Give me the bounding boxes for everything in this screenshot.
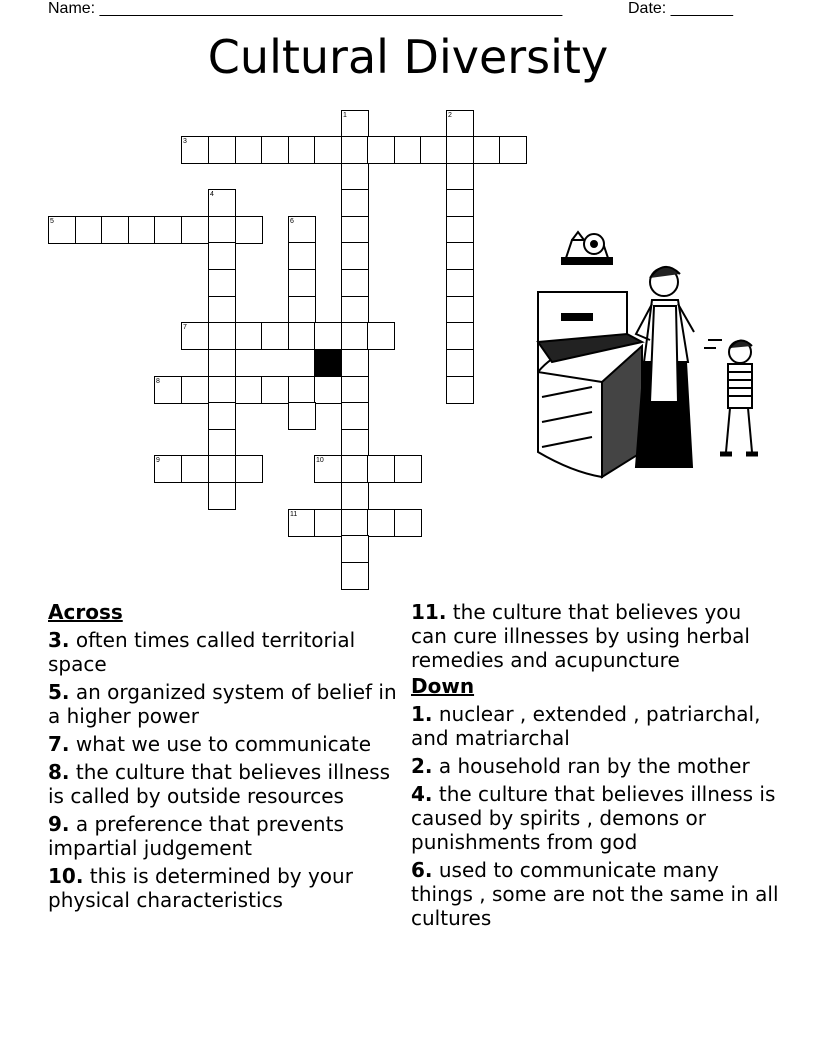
grid-cell[interactable] (154, 216, 182, 244)
grid-cell[interactable] (420, 136, 448, 164)
black-cell (314, 349, 342, 377)
grid-cell[interactable] (208, 322, 236, 350)
name-field[interactable]: Name: ____________________________________________________ (48, 0, 563, 17)
grid-cell[interactable] (341, 296, 369, 324)
grid-cell[interactable] (341, 376, 369, 404)
grid-cell[interactable] (208, 376, 236, 404)
grid-cell[interactable] (367, 455, 395, 483)
grid-cell[interactable] (75, 216, 103, 244)
grid-cell[interactable] (394, 455, 422, 483)
clue-number-label: 9 (156, 457, 160, 464)
grid-cell[interactable] (446, 349, 474, 377)
grid-cell[interactable] (446, 136, 474, 164)
sink-counter (538, 292, 642, 477)
grid-cell[interactable] (101, 216, 129, 244)
grid-cell[interactable] (235, 136, 263, 164)
grid-cell[interactable] (208, 482, 236, 510)
date-field[interactable]: Date: _______ (628, 0, 733, 17)
across-heading: Across (48, 600, 123, 624)
grid-cell[interactable] (208, 349, 236, 377)
clue-across-10: 10. this is determined by your physical characteristics (48, 864, 353, 912)
clue-down-1: 1. nuclear , extended , patriarchal, and matriarchal (411, 702, 761, 750)
woman-figure (636, 267, 694, 467)
grid-cell[interactable] (288, 376, 316, 404)
grid-cell[interactable] (208, 216, 236, 244)
grid-cell[interactable] (341, 136, 369, 164)
grid-cell[interactable] (208, 296, 236, 324)
grid-cell[interactable] (261, 376, 289, 404)
clue-across-7: 7. what we use to communicate (48, 732, 372, 756)
grid-cell[interactable] (341, 535, 369, 563)
grid-cell[interactable] (341, 509, 369, 537)
clue-number-label: 3 (183, 138, 187, 145)
clue-number-label: 6 (290, 218, 294, 225)
grid-cell[interactable] (235, 455, 263, 483)
grid-cell[interactable] (235, 322, 263, 350)
clue-number-label: 8 (156, 378, 160, 385)
clue-number-label: 5 (50, 218, 54, 225)
clue-across-11: 11. the culture that believes you can cure illnesses by using herbal remedies and acupuncture (411, 600, 750, 672)
down-heading: Down (411, 674, 475, 698)
grid-cell[interactable] (341, 455, 369, 483)
page-title: Cultural Diversity (207, 30, 609, 84)
clue-number-label: 1 (343, 112, 347, 119)
grid-cell[interactable] (208, 269, 236, 297)
grid-cell[interactable] (341, 216, 369, 244)
grid-cell[interactable] (288, 136, 316, 164)
grid-cell[interactable] (341, 269, 369, 297)
grid-cell[interactable] (261, 322, 289, 350)
grid-cell[interactable] (341, 562, 369, 590)
grid-cell[interactable] (446, 216, 474, 244)
grid-cell[interactable] (473, 136, 501, 164)
grid-cell[interactable] (367, 509, 395, 537)
grid-cell[interactable] (181, 216, 209, 244)
grid-cell[interactable] (314, 376, 342, 404)
grid-cell[interactable] (288, 402, 316, 430)
grid-cell[interactable] (288, 269, 316, 297)
grid-cell[interactable] (261, 136, 289, 164)
grid-cell[interactable] (314, 136, 342, 164)
grid-cell[interactable] (446, 163, 474, 191)
clock-icon (562, 232, 612, 264)
grid-cell[interactable] (341, 242, 369, 270)
grid-cell[interactable] (341, 482, 369, 510)
clue-number-label: 10 (316, 457, 324, 464)
clue-column-right (411, 598, 781, 930)
grid-cell[interactable] (446, 242, 474, 270)
grid-cell[interactable] (446, 269, 474, 297)
grid-cell[interactable] (341, 349, 369, 377)
grid-cell[interactable] (288, 242, 316, 270)
clue-number-label: 2 (448, 112, 452, 119)
grid-cell[interactable] (181, 376, 209, 404)
clue-across-3: 3. often times called territorial space (48, 628, 356, 676)
clue-across-5: 5. an organized system of belief in a higher power (48, 680, 397, 728)
grid-cell[interactable] (314, 322, 342, 350)
grid-cell[interactable] (128, 216, 156, 244)
grid-cell[interactable] (208, 455, 236, 483)
clue-across-9: 9. a preference that prevents impartial judgement (48, 812, 344, 860)
grid-cell[interactable] (341, 429, 369, 457)
grid-cell[interactable] (235, 216, 263, 244)
grid-cell[interactable] (394, 136, 422, 164)
grid-cell[interactable] (367, 322, 395, 350)
grid-cell[interactable] (181, 455, 209, 483)
clue-down-2: 2. a household ran by the mother (411, 754, 750, 778)
grid-cell[interactable] (288, 296, 316, 324)
clue-down-6: 6. used to communicate many things , some are not the same in all cultures (411, 858, 779, 930)
clue-number-label: 4 (210, 191, 214, 198)
grid-cell[interactable] (446, 376, 474, 404)
clue-column-left (48, 598, 398, 912)
kitchen-illustration (532, 222, 772, 482)
grid-cell[interactable] (208, 136, 236, 164)
clue-number-label: 11 (290, 511, 298, 518)
grid-cell[interactable] (446, 296, 474, 324)
grid-cell[interactable] (208, 402, 236, 430)
clue-across-8: 8. the culture that believes illness is called by outside resources (48, 760, 391, 808)
grid-cell[interactable] (341, 163, 369, 191)
grid-cell[interactable] (208, 242, 236, 270)
grid-cell[interactable] (341, 402, 369, 430)
grid-cell[interactable] (394, 509, 422, 537)
grid-cell[interactable] (446, 322, 474, 350)
grid-cell[interactable] (367, 136, 395, 164)
boy-figure (704, 340, 758, 454)
clue-down-4: 4. the culture that believes illness is caused by spirits , demons or punishments from god (411, 782, 776, 854)
grid-cell[interactable] (341, 322, 369, 350)
grid-cell[interactable] (446, 189, 474, 217)
grid-cell[interactable] (288, 322, 316, 350)
clue-number-label: 7 (183, 324, 187, 331)
grid-cell[interactable] (235, 376, 263, 404)
grid-cell[interactable] (499, 136, 527, 164)
grid-cell[interactable] (341, 189, 369, 217)
grid-cell[interactable] (314, 509, 342, 537)
grid-cell[interactable] (208, 429, 236, 457)
header (48, 0, 748, 20)
